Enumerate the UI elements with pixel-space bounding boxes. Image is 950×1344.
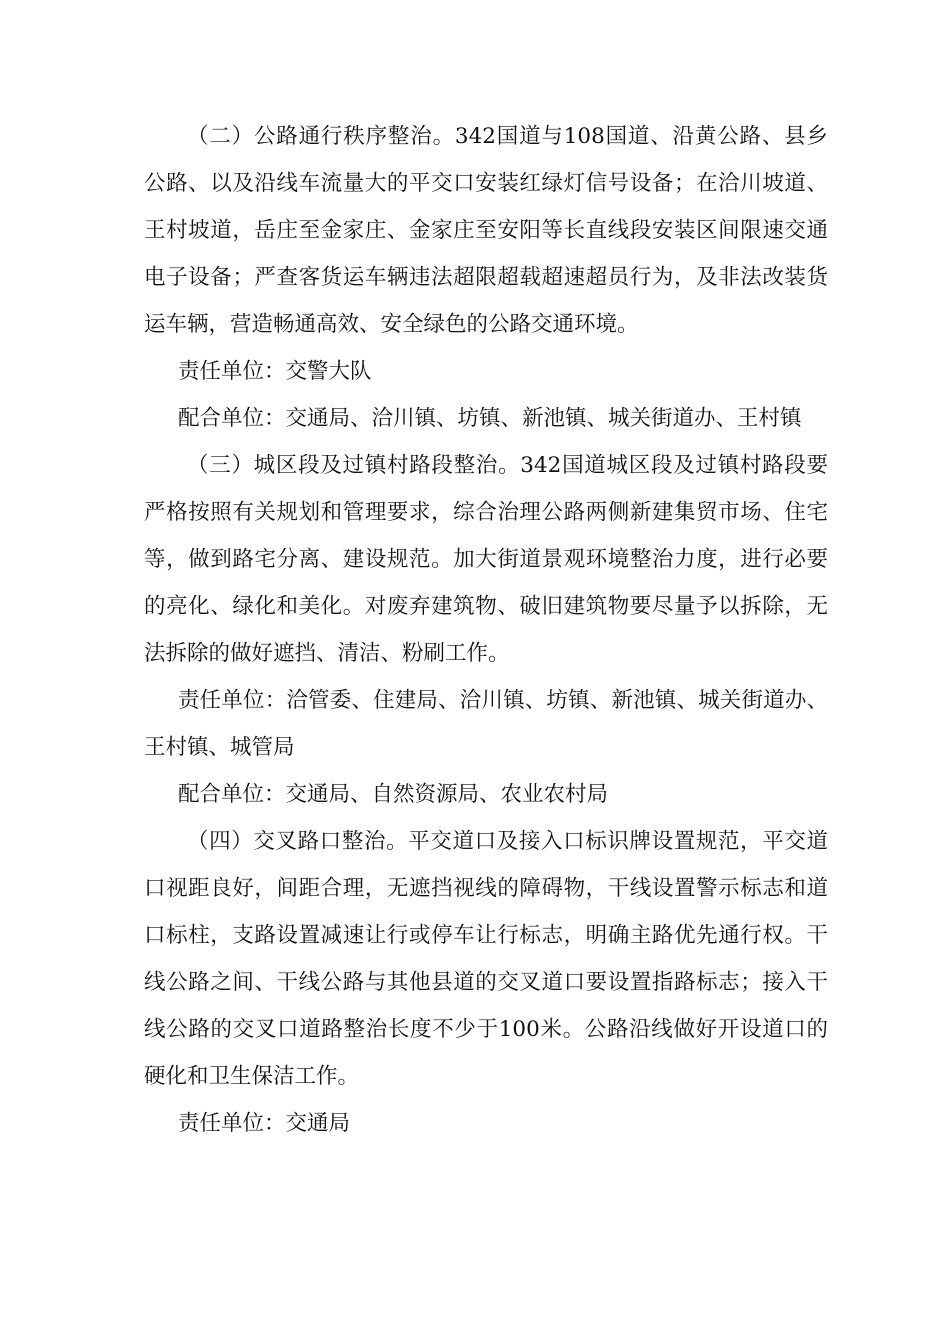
responsible-unit-line: 责任单位：交警大队 bbox=[178, 359, 372, 384]
cooperating-unit-line: 配合单位：交通局、自然资源局、农业农村局 bbox=[178, 782, 609, 807]
section-paragraph-3: （三）城区段及过镇村路段整治。342国道城区段及过镇村路段要严格按照有关规划和管理要求，综合治理公路两侧新建集贸市场、住宅等，做到路宅分离、建设规范。加大街道景观环境整治力度，进行必要的亮化、绿化和美化。对废弃建筑物、破旧建筑物要尽量予以拆除，无法拆除的做好遮挡、清洁、粉刷工作。 bbox=[144, 453, 828, 666]
document-body bbox=[144, 113, 828, 1147]
section-paragraph-4: （四）交叉路口整治。平交道口及接入口标识牌设置规范，平交道口视距良好，间距合理，无遮挡视线的障碍物，干线设置警示标志和道口标柱，支路设置减速让行或停车让行标志，明确主路优先通行权。干线公路之间、干线公路与其他县道的交叉道口要设置指路标志；接入干线公路的交叉口道路整治长度不少于100米。公路沿线做好开设道口的硬化和卫生保洁工作。 bbox=[144, 829, 828, 1089]
section-paragraph-2: （二）公路通行秩序整治。342国道与108国道、沿黄公路、县乡公路、以及沿线车流量大的平交口安装红绿灯信号设备；在洽川坡道、王村坡道，岳庄至金家庄、金家庄至安阳等长直线段安装区间限速交通电子设备；严查客货运车辆违法超限超载超速超员行为，及非法改装货运车辆，营造畅通高效、安全绿色的公路交通环境。 bbox=[144, 124, 828, 337]
responsible-unit-line: 责任单位：交通局 bbox=[178, 1111, 351, 1136]
responsible-unit-line: 责任单位：洽管委、住建局、洽川镇、坊镇、新池镇、城关街道办、王村镇、城管局 bbox=[144, 688, 828, 760]
cooperating-unit-line: 配合单位：交通局、洽川镇、坊镇、新池镇、城关街道办、王村镇 bbox=[178, 406, 802, 431]
